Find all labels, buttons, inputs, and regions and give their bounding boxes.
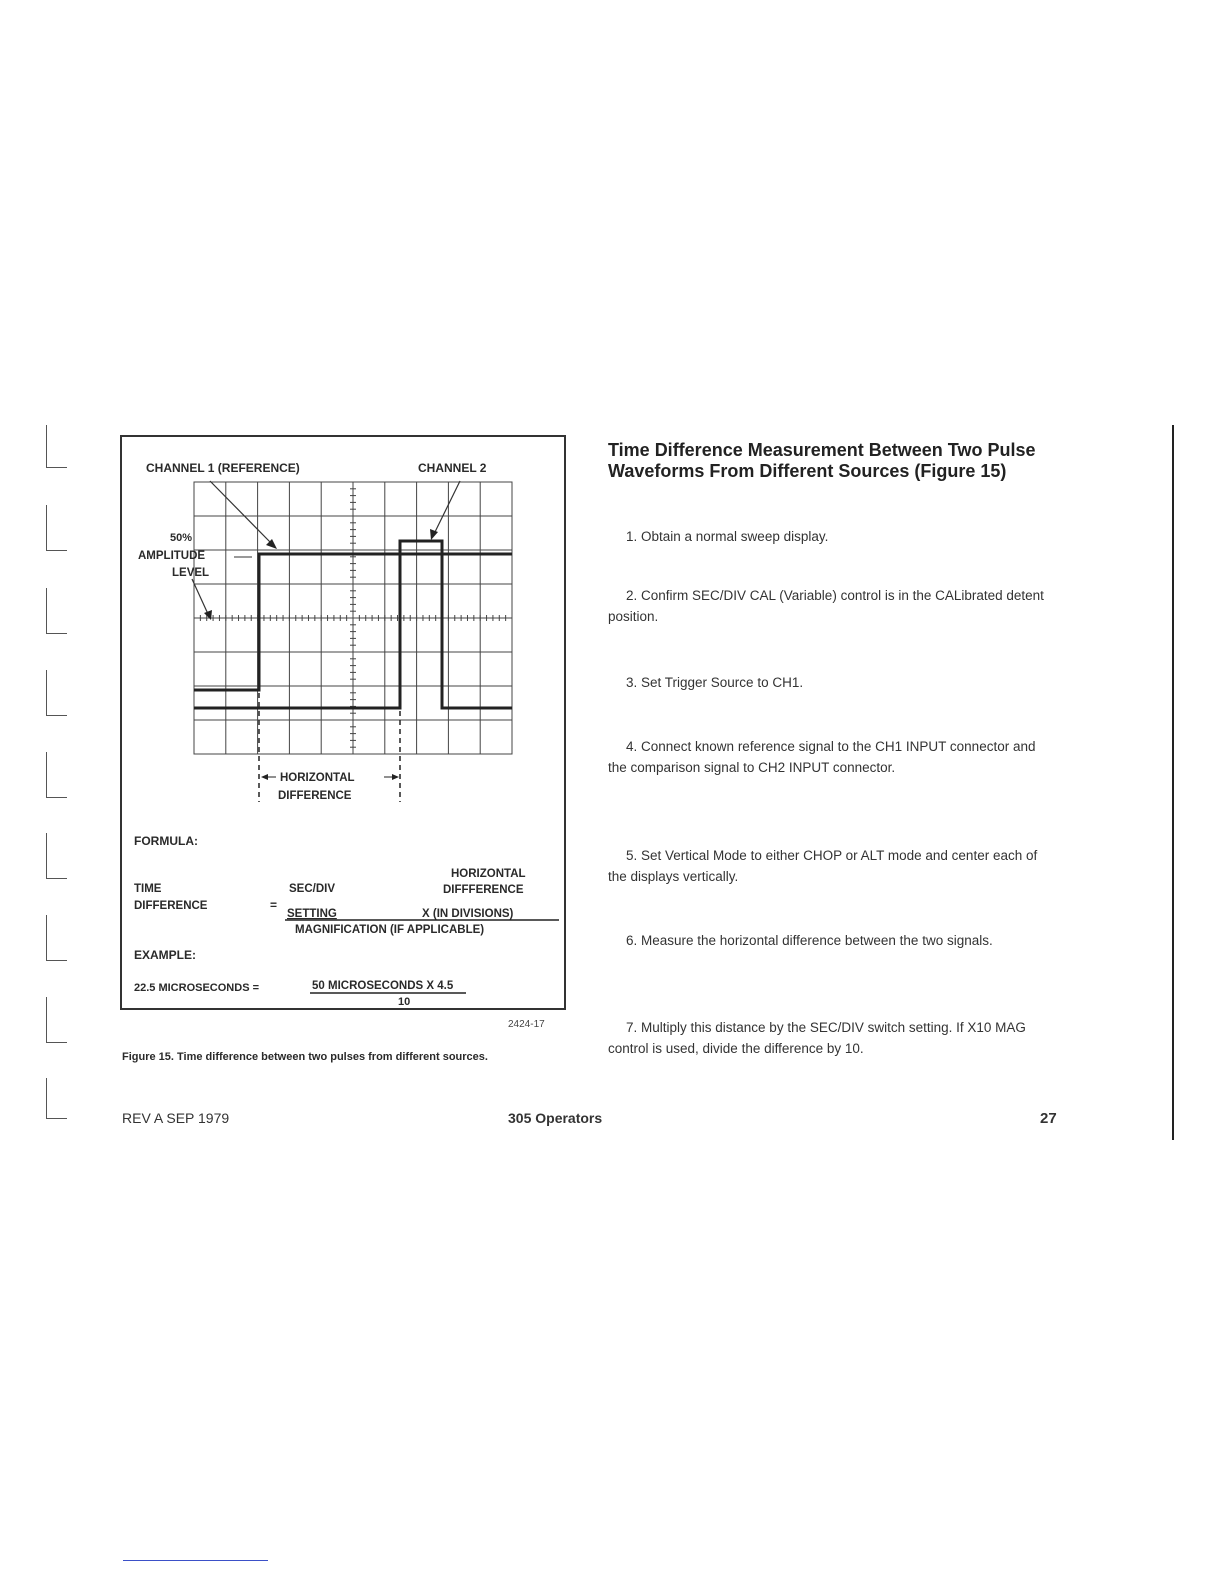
hdiff-arrowhead-right — [392, 774, 399, 780]
channel-2-label: CHANNEL 2 — [418, 461, 487, 475]
example-denominator: 10 — [398, 996, 411, 1008]
example-numerator: 50 MICROSECONDS X 4.5 — [312, 980, 454, 992]
step-item: 6. Measure the horizontal difference between the two signals. — [626, 933, 993, 948]
formula-in-divisions: X (IN DIVISIONS) — [422, 908, 514, 920]
ch2-pointer-arrowhead — [430, 529, 438, 540]
step-item: 2. Confirm SEC/DIV CAL (Variable) control is in the CALibrated detent position. — [608, 588, 1044, 624]
footer-manual-title: 305 Operators — [508, 1110, 603, 1126]
level-label-line2: AMPLITUDE — [138, 550, 206, 562]
step-item: 1. Obtain a normal sweep display. — [626, 529, 829, 544]
hdiff-label-line1: HORIZONTAL — [280, 772, 355, 784]
figure-15 — [120, 435, 566, 1030]
crop-mark — [46, 505, 67, 551]
crop-mark — [46, 588, 67, 634]
formula-setting: SETTING — [287, 908, 337, 920]
bottom-rule — [123, 1560, 268, 1561]
formula-equals: = — [270, 898, 278, 912]
channel-1-label: CHANNEL 1 (REFERENCE) — [146, 461, 300, 475]
hdiff-label-line2: DIFFERENCE — [278, 790, 352, 802]
step-item: 4. Connect known reference signal to the CH1 INPUT connector and the comparison signal to CH2 INPUT connector. — [608, 739, 1036, 775]
crop-mark — [46, 752, 67, 798]
figure-code: 2424-17 — [508, 1019, 545, 1030]
step-item: 7. Multiply this distance by the SEC/DIV switch setting. If X10 MAG control is used, divide the difference by 10. — [608, 1020, 1026, 1056]
page-number: 27 — [1040, 1110, 1057, 1127]
oscilloscope-figure — [122, 437, 568, 1012]
formula-lhs-line2: DIFFERENCE — [134, 900, 208, 912]
level-label-line3: LEVEL — [172, 567, 210, 579]
hdiff-arrowhead-left — [261, 774, 268, 780]
step-item: 5. Set Vertical Mode to either CHOP or ALT mode and center each of the displays vertically. — [608, 848, 1038, 884]
formula-heading: FORMULA: — [134, 834, 198, 848]
formula-denominator: MAGNIFICATION (IF APPLICABLE) — [295, 924, 485, 936]
footer-revision: REV A SEP 1979 — [122, 1110, 230, 1126]
ch1-pointer-arrowhead — [266, 539, 277, 549]
example-lhs: 22.5 MICROSECONDS = — [134, 982, 260, 994]
level-label-line1: 50% — [170, 532, 193, 544]
example-heading: EXAMPLE: — [134, 948, 197, 962]
crop-mark — [46, 915, 67, 961]
formula-horizontal: HORIZONTAL — [451, 868, 526, 880]
crop-mark — [46, 997, 67, 1043]
procedure-section — [608, 440, 1058, 1056]
crop-mark — [46, 1078, 67, 1119]
formula-lhs-line1: TIME — [134, 883, 162, 895]
ch2-pointer-line — [434, 481, 460, 534]
crop-mark — [46, 670, 67, 716]
section-title: Time Difference Measurement Between Two Pulse Waveforms From Different Sources (Figure 15) — [608, 440, 1036, 481]
crop-mark — [46, 425, 67, 468]
ch1-pointer-line — [210, 481, 272, 544]
step-item: 3. Set Trigger Source to CH1. — [626, 675, 804, 690]
figure-caption: Figure 15. Time difference between two pulses from different sources. — [122, 1051, 488, 1063]
formula-difference: DIFFFERENCE — [443, 884, 524, 896]
formula-secdiv: SEC/DIV — [289, 883, 336, 895]
crop-mark — [46, 833, 67, 879]
page-edge-rule — [1172, 425, 1174, 1140]
